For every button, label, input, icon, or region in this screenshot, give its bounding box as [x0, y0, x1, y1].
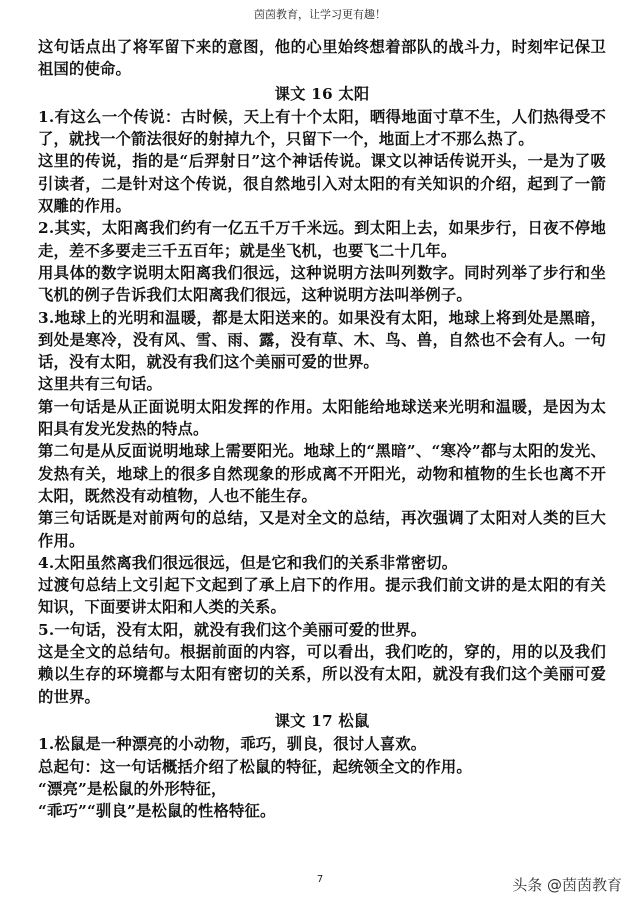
watermark: 头条 @茵茵教育 [512, 876, 622, 894]
page-header: 茵茵教育，让学习更有趣！ [254, 8, 386, 21]
paragraph: 第二句是从反面说明地球上需要阳光。地球上的“黑暗”、“寒冷”都与太阳的发光、发热有关，地球上的很多自然现象的形成离不开阳光，动物和植物的生长也离不开太阳，既然没有动植物，人也不能生存。 [38, 442, 606, 505]
page-number: 7 [316, 874, 324, 885]
paragraph: 5.一句话，没有太阳，就没有我们这个美丽可爱的世界。 [38, 620, 427, 639]
lesson-title: 课文 16 太阳 [274, 84, 370, 103]
paragraph: 第三句话既是对前两句的总结，又是对全文的总结，再次强调了太阳对人类的巨大作用。 [38, 509, 606, 550]
paragraph: 这句话点出了将军留下来的意图，他的心里始终想着部队的战斗力，时刻牢记保卫祖国的使命。 [38, 38, 606, 79]
paragraph: 用具体的数字说明太阳离我们很远，这种说明方法叫列数字。同时列举了步行和坐飞机的例子告诉我们太阳离我们很远，这种说明方法叫举例子。 [38, 263, 606, 305]
document-body [38, 36, 606, 822]
paragraph: 这里共有三句话。 [38, 375, 162, 394]
paragraph: 1.有这么一个传说：古时候，天上有十个太阳，晒得地面寸草不生，人们热得受不了，就找一个箭法很好的射掉九个，只留下一个，地面上才不那么热了。 [38, 107, 606, 149]
paragraph: 1.松鼠是一种漂亮的小动物，乖巧，驯良，很讨人喜欢。 [38, 735, 427, 754]
paragraph: “乖巧”“驯良”是松鼠的性格特征。 [38, 802, 276, 821]
paragraph: 4.太阳虽然离我们很远很远，但是它和我们的关系非常密切。 [38, 553, 458, 572]
lesson-title: 课文 17 松鼠 [274, 711, 370, 730]
paragraph: “漂亮”是松鼠的外形特征， [38, 779, 227, 798]
paragraph: 第一句话是从正面说明太阳发挥的作用。太阳能给地球送来光明和温暖，是因为太阳具有发光发热的特点。 [38, 397, 606, 439]
paragraph: 2.其实，太阳离我们约有一亿五千万千米远。到太阳上去，如果步行，日夜不停地走，差不多要走三千五百年；就是坐飞机，也要飞二十几年。 [38, 219, 606, 260]
paragraph: 3.地球上的光明和温暖，都是太阳送来的。如果没有太阳，地球上将到处是黑暗，到处是寒冷，没有风、雪、雨、露，没有草、木、鸟、兽，自然也不会有人。一句话，没有太阳，就没有我们这个美丽可爱的世界。 [38, 308, 606, 372]
paragraph: 这是全文的总结句。根据前面的内容，可以看出，我们吃的，穿的，用的以及我们赖以生存的环境都与太阳有密切的关系，所以没有太阳，就没有我们这个美丽可爱的世界。 [38, 643, 606, 706]
paragraph: 这里的传说，指的是“后羿射日”这个神话传说。课文以神话传说开头，一是为了吸引读者，二是针对这个传说，很自然地引入对太阳的有关知识的介绍，起到了一箭双雕的作用。 [38, 152, 606, 216]
paragraph: 总起句：这一句话概括介绍了松鼠的特征，起统领全文的作用。 [38, 757, 472, 776]
paragraph: 过渡句总结上文引起下文起到了承上启下的作用。提示我们前文讲的是太阳的有关知识，下面要讲太阳和人类的关系。 [38, 576, 606, 617]
